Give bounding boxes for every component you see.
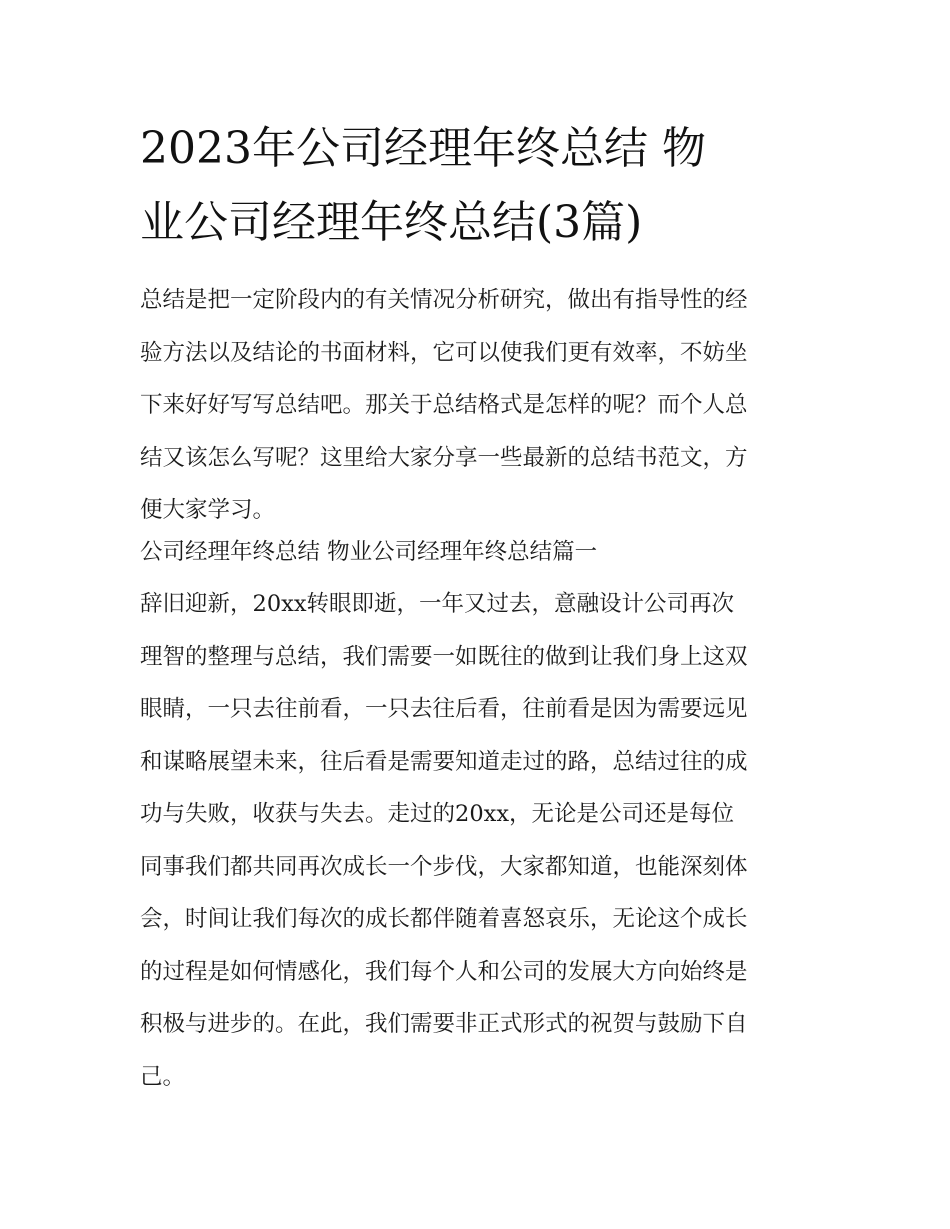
intro-paragraph xyxy=(140,274,820,537)
intro-line: 结又该怎么写呢？这里给大家分享一些最新的总结书范文，方 xyxy=(140,444,748,471)
section-heading-block xyxy=(140,526,820,578)
body-line: 和谋略展望未来，往后看是需要知道走过的路，总结过往的成 xyxy=(140,748,748,775)
intro-line: 总结是把一定阶段内的有关情况分析研究，做出有指导性的经 xyxy=(140,287,748,313)
body-line: 辞旧迎新，20xx转眼即逝，一年又过去，意融设计公司再次 xyxy=(140,591,735,617)
document-title xyxy=(140,112,820,260)
body-line: 积极与进步的。在此，我们需要非正式形式的祝贺与鼓励下自 xyxy=(140,1011,748,1037)
body-line: 眼睛，一只去往前看，一只去往后看，往前看是因为需要远见 xyxy=(140,696,748,722)
title-line: 业公司经理年终总结(3篇) xyxy=(140,197,643,248)
body-paragraph xyxy=(140,578,820,1103)
body-line: 的过程是如何情感化，我们每个人和公司的发展大方向始终是 xyxy=(140,958,748,985)
body-line: 同事我们都共同再次成长一个步伐，大家都知道，也能深刻体 xyxy=(140,853,748,880)
body-line: 己。 xyxy=(140,1063,186,1090)
intro-line: 下来好好写写总结吧。那关于总结格式是怎样的呢？而个人总 xyxy=(140,392,748,418)
body-line: 功与失败，收获与失去。走过的20xx，无论是公司还是每位 xyxy=(140,801,735,827)
intro-line: 便大家学习。 xyxy=(140,497,276,523)
intro-line: 验方法以及结论的书面材料，它可以使我们更有效率，不妨坐 xyxy=(140,339,748,366)
body-line: 理智的整理与总结，我们需要一如既往的做到让我们身上这双 xyxy=(140,643,748,670)
body-line: 会，时间让我们每次的成长都伴随着喜怒哀乐，无论这个成长 xyxy=(140,906,748,932)
title-line: 2023年公司经理年终总结 物 xyxy=(140,123,706,174)
section-heading: 公司经理年终总结 物业公司经理年终总结篇一 xyxy=(140,539,598,565)
